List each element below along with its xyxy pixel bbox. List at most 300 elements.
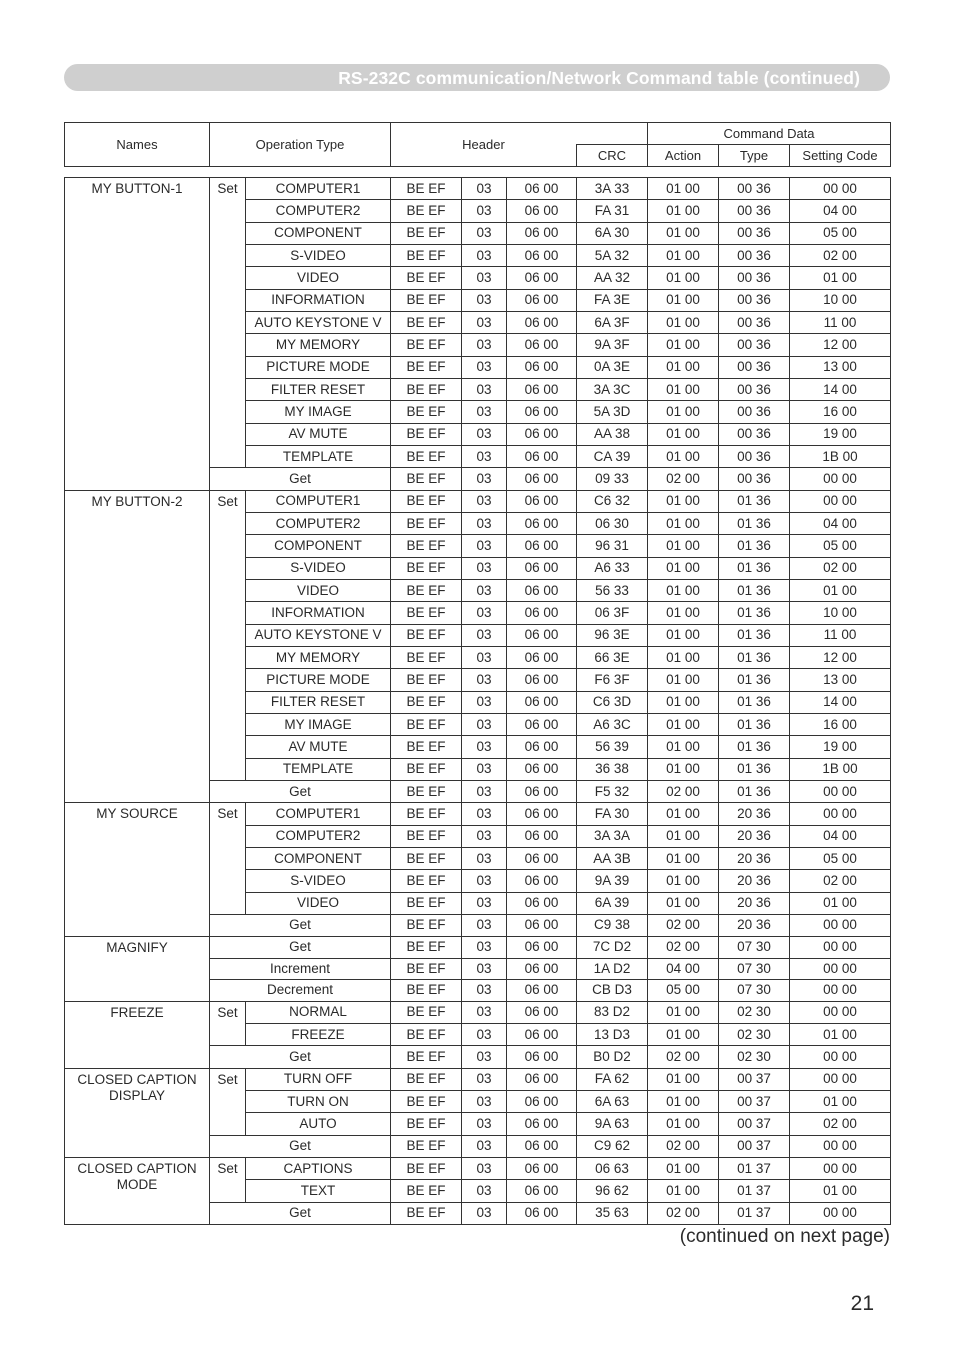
header-3-cell: 06 00 — [507, 825, 577, 847]
header-1-cell: BE EF — [391, 1068, 462, 1090]
header-3-cell: 06 00 — [507, 1157, 577, 1179]
setting-code-cell: 04 00 — [790, 825, 891, 847]
action-cell: 01 00 — [648, 758, 719, 780]
action-cell: 01 00 — [648, 669, 719, 691]
type-cell: 02 30 — [719, 1023, 790, 1045]
setting-code-cell: 16 00 — [790, 713, 891, 735]
action-cell: 01 00 — [648, 736, 719, 758]
crc-cell: 96 31 — [577, 535, 648, 557]
type-cell: 01 36 — [719, 736, 790, 758]
header-1-cell: BE EF — [391, 311, 462, 333]
header-1-cell: BE EF — [391, 557, 462, 579]
setting-code-cell: 14 00 — [790, 691, 891, 713]
header-1-cell: BE EF — [391, 958, 462, 980]
section-banner — [64, 64, 890, 91]
header-3-cell: 06 00 — [507, 468, 577, 490]
action-cell: 01 00 — [648, 1113, 719, 1135]
header-2-cell: 03 — [462, 914, 507, 936]
action-cell: 01 00 — [648, 378, 719, 400]
type-cell: 00 36 — [719, 378, 790, 400]
setting-code-cell: 00 00 — [790, 1046, 891, 1068]
type-cell: 00 37 — [719, 1090, 790, 1112]
setting-code-cell: 13 00 — [790, 669, 891, 691]
header-3-cell: 06 00 — [507, 669, 577, 691]
header-2-cell: 03 — [462, 1090, 507, 1112]
header-1-cell: BE EF — [391, 222, 462, 244]
crc-cell: 5A 3D — [577, 401, 648, 423]
action-cell: 02 00 — [648, 914, 719, 936]
crc-cell: A6 33 — [577, 557, 648, 579]
type-cell: 00 36 — [719, 334, 790, 356]
action-cell: 01 00 — [648, 691, 719, 713]
type-cell: 00 36 — [719, 178, 790, 200]
operation-cell: VIDEO — [246, 579, 391, 601]
operation-cell: COMPUTER1 — [246, 803, 391, 825]
header-1-cell: BE EF — [391, 356, 462, 378]
command-name: MY BUTTON-2 — [65, 490, 210, 803]
crc-cell: AA 32 — [577, 267, 648, 289]
action-cell: 01 00 — [648, 602, 719, 624]
header-2-cell: 03 — [462, 289, 507, 311]
header-1-cell: BE EF — [391, 445, 462, 467]
setting-code-cell: 00 00 — [790, 914, 891, 936]
crc-cell: 35 63 — [577, 1202, 648, 1224]
header-3-cell: 06 00 — [507, 980, 577, 1002]
header-1-cell: BE EF — [391, 624, 462, 646]
setting-code-cell: 00 00 — [790, 780, 891, 802]
type-cell: 01 36 — [719, 557, 790, 579]
operation-cell: CAPTIONS — [246, 1157, 391, 1179]
header-command-data: Command Data — [648, 123, 891, 145]
action-cell: 02 00 — [648, 780, 719, 802]
operation-cell: AUTO — [246, 1113, 391, 1135]
type-cell: 01 37 — [719, 1157, 790, 1179]
crc-cell: 3A 3C — [577, 378, 648, 400]
crc-cell: FA 3E — [577, 289, 648, 311]
crc-cell: 0A 3E — [577, 356, 648, 378]
table-row — [65, 937, 891, 959]
header-1-cell: BE EF — [391, 1202, 462, 1224]
crc-cell: 9A 3F — [577, 334, 648, 356]
setting-code-cell: 01 00 — [790, 267, 891, 289]
header-1-cell: BE EF — [391, 1023, 462, 1045]
header-3-cell: 06 00 — [507, 624, 577, 646]
header-3-cell: 06 00 — [507, 1202, 577, 1224]
setting-code-cell: 10 00 — [790, 289, 891, 311]
header-1-cell: BE EF — [391, 1046, 462, 1068]
header-3-cell: 06 00 — [507, 289, 577, 311]
crc-cell: AA 38 — [577, 423, 648, 445]
type-cell: 00 36 — [719, 289, 790, 311]
action-cell: 01 00 — [648, 490, 719, 512]
operation-cell: TEMPLATE — [246, 758, 391, 780]
header-3-cell: 06 00 — [507, 579, 577, 601]
header-2-cell: 03 — [462, 1068, 507, 1090]
header-names: Names — [65, 123, 210, 167]
type-cell: 02 30 — [719, 1001, 790, 1023]
action-cell: 02 00 — [648, 468, 719, 490]
setting-code-cell: 00 00 — [790, 1068, 891, 1090]
setting-code-cell: 00 00 — [790, 958, 891, 980]
type-cell: 20 36 — [719, 825, 790, 847]
setting-code-cell: 00 00 — [790, 980, 891, 1002]
action-cell: 01 00 — [648, 289, 719, 311]
header-2-cell: 03 — [462, 200, 507, 222]
action-cell: 01 00 — [648, 1068, 719, 1090]
crc-cell: 3A 33 — [577, 178, 648, 200]
setting-code-cell: 05 00 — [790, 535, 891, 557]
type-cell: 20 36 — [719, 914, 790, 936]
crc-cell: 56 39 — [577, 736, 648, 758]
setting-code-cell: 00 00 — [790, 490, 891, 512]
setting-code-cell: 00 00 — [790, 1135, 891, 1157]
header-1-cell: BE EF — [391, 289, 462, 311]
type-cell: 01 36 — [719, 579, 790, 601]
crc-cell: 06 3F — [577, 602, 648, 624]
operation-cell: COMPUTER1 — [246, 490, 391, 512]
operation-cell: Get — [210, 914, 391, 936]
setting-code-cell: 05 00 — [790, 222, 891, 244]
header-3-cell: 06 00 — [507, 535, 577, 557]
setting-code-cell: 00 00 — [790, 178, 891, 200]
header-1-cell: BE EF — [391, 1113, 462, 1135]
header-2-cell: 03 — [462, 892, 507, 914]
header-3-cell: 06 00 — [507, 847, 577, 869]
operation-cell: Get — [210, 937, 391, 959]
header-2-cell: 03 — [462, 758, 507, 780]
header-2-cell: 03 — [462, 1135, 507, 1157]
operation-cell: TURN OFF — [246, 1068, 391, 1090]
header-1-cell: BE EF — [391, 535, 462, 557]
action-cell: 01 00 — [648, 579, 719, 601]
header-3-cell: 06 00 — [507, 1001, 577, 1023]
setting-code-cell: 12 00 — [790, 646, 891, 668]
header-2-cell: 03 — [462, 423, 507, 445]
type-cell: 00 36 — [719, 311, 790, 333]
action-cell: 01 00 — [648, 512, 719, 534]
action-cell: 01 00 — [648, 1157, 719, 1179]
action-cell: 01 00 — [648, 334, 719, 356]
setting-code-cell: 01 00 — [790, 1090, 891, 1112]
command-name: FREEZE — [65, 1001, 210, 1068]
header-2-cell: 03 — [462, 178, 507, 200]
crc-cell: 6A 63 — [577, 1090, 648, 1112]
action-cell: 01 00 — [648, 892, 719, 914]
header-2-cell: 03 — [462, 1180, 507, 1202]
crc-cell: 6A 39 — [577, 892, 648, 914]
header-1-cell: BE EF — [391, 914, 462, 936]
header-3-cell: 06 00 — [507, 1135, 577, 1157]
operation-cell: INFORMATION — [246, 602, 391, 624]
header-1-cell: BE EF — [391, 401, 462, 423]
header-2-cell: 03 — [462, 780, 507, 802]
command-table — [64, 177, 891, 1225]
table-row — [65, 1157, 891, 1179]
crc-cell: C6 3D — [577, 691, 648, 713]
header-2-cell: 03 — [462, 870, 507, 892]
header-1-cell: BE EF — [391, 1157, 462, 1179]
command-name: MAGNIFY — [65, 937, 210, 1002]
header-3-cell: 06 00 — [507, 557, 577, 579]
crc-cell: 13 D3 — [577, 1023, 648, 1045]
type-cell: 00 36 — [719, 445, 790, 467]
type-cell: 01 36 — [719, 624, 790, 646]
type-cell: 00 37 — [719, 1113, 790, 1135]
header-3-cell: 06 00 — [507, 267, 577, 289]
table-row — [65, 803, 891, 825]
set-label: Set — [210, 178, 246, 468]
crc-cell: 96 3E — [577, 624, 648, 646]
operation-cell: Decrement — [210, 980, 391, 1002]
header-1-cell: BE EF — [391, 980, 462, 1002]
set-label: Set — [210, 490, 246, 780]
header-1-cell: BE EF — [391, 825, 462, 847]
action-cell: 01 00 — [648, 311, 719, 333]
setting-code-cell: 19 00 — [790, 423, 891, 445]
header-setting-code: Setting Code — [790, 145, 891, 167]
crc-cell: 1A D2 — [577, 958, 648, 980]
type-cell: 01 37 — [719, 1202, 790, 1224]
header-3-cell: 06 00 — [507, 780, 577, 802]
banner-title: RS-232C communication/Network Command table (continued) — [338, 68, 860, 88]
header-2-cell: 03 — [462, 980, 507, 1002]
header-2-cell: 03 — [462, 1001, 507, 1023]
action-cell: 01 00 — [648, 713, 719, 735]
header-3-cell: 06 00 — [507, 1046, 577, 1068]
crc-cell: 5A 32 — [577, 244, 648, 266]
operation-cell: AUTO KEYSTONE V — [246, 311, 391, 333]
action-cell: 01 00 — [648, 646, 719, 668]
header-1-cell: BE EF — [391, 803, 462, 825]
header-1-cell: BE EF — [391, 713, 462, 735]
setting-code-cell: 12 00 — [790, 334, 891, 356]
action-cell: 01 00 — [648, 535, 719, 557]
header-3-cell: 06 00 — [507, 892, 577, 914]
operation-cell: COMPONENT — [246, 535, 391, 557]
crc-cell: A6 3C — [577, 713, 648, 735]
type-cell: 01 37 — [719, 1180, 790, 1202]
header-3-cell: 06 00 — [507, 490, 577, 512]
header-1-cell: BE EF — [391, 736, 462, 758]
header-3-cell: 06 00 — [507, 222, 577, 244]
header-3-cell: 06 00 — [507, 378, 577, 400]
crc-cell: 56 33 — [577, 579, 648, 601]
header-2-cell: 03 — [462, 937, 507, 959]
operation-cell: Get — [210, 1135, 391, 1157]
action-cell: 02 00 — [648, 1202, 719, 1224]
command-name: MY BUTTON-1 — [65, 178, 210, 491]
header-2-cell: 03 — [462, 669, 507, 691]
type-cell: 00 36 — [719, 222, 790, 244]
setting-code-cell: 00 00 — [790, 937, 891, 959]
header-1-cell: BE EF — [391, 1090, 462, 1112]
header-3-cell: 06 00 — [507, 646, 577, 668]
crc-cell: CA 39 — [577, 445, 648, 467]
header-1-cell: BE EF — [391, 646, 462, 668]
header-3-cell: 06 00 — [507, 334, 577, 356]
header-1-cell: BE EF — [391, 512, 462, 534]
action-cell: 01 00 — [648, 1090, 719, 1112]
operation-cell: Get — [210, 1046, 391, 1068]
table-row — [65, 1068, 891, 1090]
operation-cell: MY IMAGE — [246, 713, 391, 735]
type-cell: 02 30 — [719, 1046, 790, 1068]
setting-code-cell: 19 00 — [790, 736, 891, 758]
header-2-cell: 03 — [462, 512, 507, 534]
action-cell: 01 00 — [648, 401, 719, 423]
header-2-cell: 03 — [462, 579, 507, 601]
type-cell: 01 36 — [719, 669, 790, 691]
header-2-cell: 03 — [462, 1202, 507, 1224]
type-cell: 01 36 — [719, 646, 790, 668]
header-3-cell: 06 00 — [507, 870, 577, 892]
header-crc: CRC — [577, 145, 648, 167]
crc-cell: F5 32 — [577, 780, 648, 802]
header-1-cell: BE EF — [391, 378, 462, 400]
header-1-cell: BE EF — [391, 669, 462, 691]
header-2-cell: 03 — [462, 1113, 507, 1135]
operation-cell: COMPUTER1 — [246, 178, 391, 200]
operation-cell: S-VIDEO — [246, 557, 391, 579]
crc-cell: 36 38 — [577, 758, 648, 780]
type-cell: 00 36 — [719, 267, 790, 289]
setting-code-cell: 1B 00 — [790, 445, 891, 467]
action-cell: 02 00 — [648, 1135, 719, 1157]
operation-cell: AV MUTE — [246, 423, 391, 445]
table-row — [65, 1001, 891, 1023]
header-1-cell: BE EF — [391, 937, 462, 959]
header-1-cell: BE EF — [391, 870, 462, 892]
header-2-cell: 03 — [462, 713, 507, 735]
action-cell: 01 00 — [648, 624, 719, 646]
header-type: Type — [719, 145, 790, 167]
header-3-cell: 06 00 — [507, 1023, 577, 1045]
set-label: Set — [210, 803, 246, 915]
header-1-cell: BE EF — [391, 602, 462, 624]
type-cell: 00 36 — [719, 244, 790, 266]
action-cell: 01 00 — [648, 423, 719, 445]
operation-cell: MY MEMORY — [246, 646, 391, 668]
header-2-cell: 03 — [462, 847, 507, 869]
header-3-cell: 06 00 — [507, 200, 577, 222]
header-3-cell: 06 00 — [507, 512, 577, 534]
setting-code-cell: 05 00 — [790, 847, 891, 869]
action-cell: 01 00 — [648, 244, 719, 266]
header-1-cell: BE EF — [391, 847, 462, 869]
header-header: Header — [391, 123, 577, 167]
setting-code-cell: 04 00 — [790, 512, 891, 534]
operation-cell: PICTURE MODE — [246, 669, 391, 691]
setting-code-cell: 00 00 — [790, 1001, 891, 1023]
setting-code-cell: 14 00 — [790, 378, 891, 400]
header-2-cell: 03 — [462, 646, 507, 668]
header-3-cell: 06 00 — [507, 244, 577, 266]
header-2-cell: 03 — [462, 958, 507, 980]
type-cell: 01 36 — [719, 535, 790, 557]
operation-cell: Get — [210, 780, 391, 802]
setting-code-cell: 10 00 — [790, 602, 891, 624]
header-2-cell: 03 — [462, 736, 507, 758]
crc-cell: 96 62 — [577, 1180, 648, 1202]
header-3-cell: 06 00 — [507, 356, 577, 378]
crc-cell: 9A 63 — [577, 1113, 648, 1135]
header-1-cell: BE EF — [391, 267, 462, 289]
setting-code-cell: 11 00 — [790, 624, 891, 646]
continued-note: (continued on next page) — [679, 1226, 890, 1247]
type-cell: 20 36 — [719, 870, 790, 892]
crc-cell: 7C D2 — [577, 937, 648, 959]
header-1-cell: BE EF — [391, 334, 462, 356]
header-3-cell: 06 00 — [507, 937, 577, 959]
operation-cell: VIDEO — [246, 892, 391, 914]
header-3-cell: 06 00 — [507, 1180, 577, 1202]
action-cell: 01 00 — [648, 847, 719, 869]
header-3-cell: 06 00 — [507, 401, 577, 423]
operation-cell: Get — [210, 468, 391, 490]
set-label: Set — [210, 1068, 246, 1135]
operation-cell: S-VIDEO — [246, 244, 391, 266]
header-1-cell: BE EF — [391, 244, 462, 266]
operation-cell: INFORMATION — [246, 289, 391, 311]
type-cell: 01 36 — [719, 512, 790, 534]
header-2-cell: 03 — [462, 691, 507, 713]
header-2-cell: 03 — [462, 1046, 507, 1068]
header-2-cell: 03 — [462, 244, 507, 266]
operation-cell: FILTER RESET — [246, 691, 391, 713]
operation-cell: COMPUTER2 — [246, 825, 391, 847]
operation-cell: Increment — [210, 958, 391, 980]
type-cell: 20 36 — [719, 892, 790, 914]
type-cell: 00 36 — [719, 356, 790, 378]
operation-cell: TEXT — [246, 1180, 391, 1202]
type-cell: 00 37 — [719, 1135, 790, 1157]
crc-cell: FA 31 — [577, 200, 648, 222]
crc-cell: 09 33 — [577, 468, 648, 490]
command-name: MY SOURCE — [65, 803, 210, 937]
header-3-cell: 06 00 — [507, 914, 577, 936]
header-1-cell: BE EF — [391, 1180, 462, 1202]
operation-cell: COMPUTER2 — [246, 200, 391, 222]
type-cell: 01 36 — [719, 780, 790, 802]
header-2-cell: 03 — [462, 557, 507, 579]
header-2-cell: 03 — [462, 468, 507, 490]
setting-code-cell: 02 00 — [790, 1113, 891, 1135]
header-2-cell: 03 — [462, 378, 507, 400]
operation-cell: TURN ON — [246, 1090, 391, 1112]
header-3-cell: 06 00 — [507, 311, 577, 333]
header-2-cell: 03 — [462, 624, 507, 646]
header-3-cell: 06 00 — [507, 1090, 577, 1112]
header-2-cell: 03 — [462, 602, 507, 624]
action-cell: 01 00 — [648, 870, 719, 892]
header-2-cell: 03 — [462, 490, 507, 512]
type-cell: 07 30 — [719, 937, 790, 959]
header-2-cell: 03 — [462, 267, 507, 289]
crc-cell: 06 30 — [577, 512, 648, 534]
setting-code-cell: 13 00 — [790, 356, 891, 378]
action-cell: 01 00 — [648, 557, 719, 579]
crc-cell: F6 3F — [577, 669, 648, 691]
operation-cell: MY MEMORY — [246, 334, 391, 356]
type-cell: 01 36 — [719, 713, 790, 735]
operation-cell: COMPONENT — [246, 847, 391, 869]
crc-cell: C9 62 — [577, 1135, 648, 1157]
operation-cell: COMPONENT — [246, 222, 391, 244]
setting-code-cell: 04 00 — [790, 200, 891, 222]
header-2-cell: 03 — [462, 222, 507, 244]
crc-cell: AA 3B — [577, 847, 648, 869]
type-cell: 00 36 — [719, 200, 790, 222]
